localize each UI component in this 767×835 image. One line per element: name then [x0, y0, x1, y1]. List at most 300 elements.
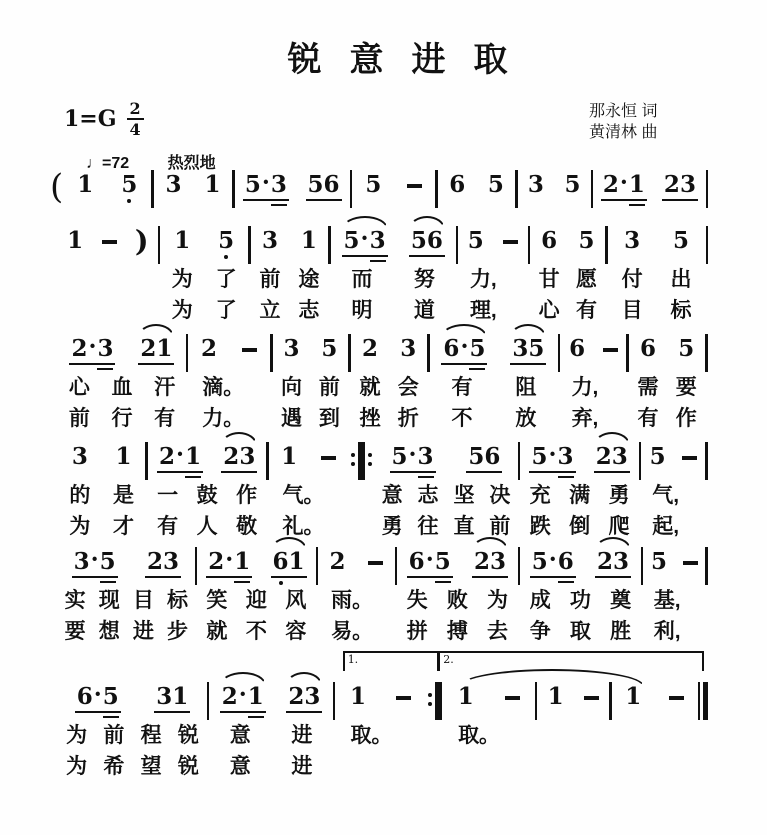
augmentation-dot: · — [548, 546, 557, 573]
dash-note — [683, 561, 698, 565]
note: 3 — [369, 227, 386, 254]
note: 5 — [467, 227, 484, 254]
notes-row — [612, 684, 698, 720]
lyric-syllable: 不 — [451, 407, 473, 430]
lyric-row — [560, 406, 626, 434]
augmentation-dot: · — [261, 169, 270, 196]
note: 5 — [564, 171, 581, 198]
lyric-syllable: 礼。 — [282, 515, 325, 538]
barline — [426, 682, 443, 720]
lyric-syllable: 血 — [111, 376, 133, 399]
repeat-dots — [428, 682, 432, 716]
lyric-syllable: 人 — [196, 515, 218, 538]
lyric-syllable: 现 — [98, 589, 120, 612]
note: 2 — [361, 335, 378, 362]
note: 3 — [165, 171, 182, 198]
notes-row — [251, 228, 329, 264]
note: 5 — [343, 227, 360, 254]
lyric-row — [530, 298, 605, 326]
lyric-syllable: 笑 — [206, 589, 228, 612]
lyricist-credit: 那永恒 词 — [589, 103, 658, 120]
lyric-row — [58, 588, 195, 616]
note: 3 — [557, 443, 574, 470]
note: 1 — [457, 683, 474, 710]
lyric-syllable: 争 — [529, 620, 551, 643]
lyric-row — [537, 723, 609, 751]
note: 2 — [223, 443, 240, 470]
barline — [349, 442, 375, 480]
lyric-syllable: 阻 — [515, 376, 537, 399]
note: 5 — [244, 171, 261, 198]
note: 5 — [321, 335, 338, 362]
lyric-row — [458, 298, 528, 326]
note: 1 — [172, 683, 189, 710]
lyric-syllable: 而 — [351, 268, 373, 291]
lyric-syllable: 出 — [670, 268, 692, 291]
note: 2 — [159, 443, 176, 470]
beamed-note-group — [407, 546, 453, 578]
note: 1 — [204, 171, 221, 198]
lyric-syllable: 付 — [621, 268, 643, 291]
lyric-row — [430, 375, 558, 403]
lyric-syllable: 步 — [167, 620, 189, 643]
notes-row — [273, 336, 349, 372]
lyric-row — [560, 375, 626, 403]
lyric-syllable: 行 — [111, 407, 133, 430]
note: 5 — [678, 335, 695, 362]
lyric-syllable: 立 — [259, 299, 281, 322]
lyric-syllable: 敬 — [236, 515, 258, 538]
lyric-syllable: 是 — [113, 484, 135, 507]
note: 1 — [625, 683, 642, 710]
augmentation-dot: · — [425, 546, 434, 573]
lyric-syllable: 前 — [318, 376, 340, 399]
notes-row — [318, 549, 394, 585]
note: 6 — [569, 335, 586, 362]
note: 1 — [247, 683, 264, 710]
lyric-syllable: 意 — [381, 484, 403, 507]
note: 6 — [541, 227, 558, 254]
note: 5 — [649, 443, 666, 470]
lyric-syllable: 才 — [113, 515, 135, 538]
lyric-row — [160, 267, 248, 295]
dash-note — [242, 348, 257, 352]
note: 3 — [679, 171, 696, 198]
beamed-note-group — [206, 546, 252, 578]
beamed-note-group — [145, 549, 181, 578]
note: 3 — [512, 335, 529, 362]
measure — [318, 549, 394, 647]
augmentation-dot: · — [93, 681, 102, 708]
lyric-row — [641, 514, 705, 542]
lyric-syllable: 就 — [206, 620, 228, 643]
measure — [197, 546, 316, 647]
measure — [537, 684, 609, 782]
lyric-syllable: 有 — [451, 376, 473, 399]
notes-row — [63, 172, 151, 208]
lyric-syllable: 去 — [487, 620, 509, 643]
lyric-row — [251, 267, 329, 295]
lyric-syllable: 搏 — [446, 620, 468, 643]
barline — [705, 442, 708, 480]
lyric-syllable: 为 — [171, 299, 193, 322]
note: 5 — [391, 443, 408, 470]
lyric-row — [397, 619, 518, 647]
lyric-syllable: 愿 — [576, 268, 598, 291]
lyric-syllable: 决 — [489, 484, 511, 507]
lyric-syllable: 爬 — [608, 515, 630, 538]
lyric-syllable: 成 — [529, 589, 551, 612]
notes-row — [560, 336, 626, 372]
notes-row — [351, 336, 428, 372]
beamed-note-group — [306, 172, 342, 201]
music-system — [58, 333, 708, 434]
note: 2 — [221, 683, 238, 710]
note: 5 — [578, 227, 595, 254]
beamed-note-group — [75, 681, 121, 713]
augmentation-dot: · — [360, 225, 369, 252]
lyric-row — [148, 514, 267, 542]
barline — [698, 682, 709, 720]
lyric-row — [442, 754, 535, 782]
lyric-syllable: 要 — [64, 620, 86, 643]
notes-row — [235, 169, 350, 208]
lyric-row — [269, 483, 349, 511]
note: 1 — [234, 548, 251, 575]
measure — [438, 172, 515, 208]
lyric-row — [442, 723, 535, 751]
lyric-row — [335, 754, 426, 782]
note: 6 — [426, 227, 443, 254]
ending-bracket — [343, 651, 439, 671]
lyric-row — [530, 267, 605, 295]
measure — [273, 336, 349, 434]
note: 1 — [350, 683, 367, 710]
note: 2 — [208, 548, 225, 575]
lyric-row — [251, 298, 329, 326]
repeat-dots — [368, 442, 372, 476]
lyric-row — [351, 375, 428, 403]
lyric-row — [612, 754, 698, 782]
barline — [705, 334, 708, 372]
lyric-syllable: 道 — [413, 299, 435, 322]
note: 2 — [473, 548, 490, 575]
beamed-note-group — [529, 441, 575, 473]
lyric-syllable: 起, — [652, 515, 680, 538]
lyric-row — [318, 588, 394, 616]
measure — [58, 224, 158, 326]
augmentation-dot: · — [88, 333, 97, 360]
lyric-row — [374, 483, 518, 511]
lyric-syllable: 努 — [413, 268, 435, 291]
beamed-note-group — [342, 225, 388, 257]
beamed-note-group — [69, 333, 115, 365]
augmentation-dot: · — [619, 169, 628, 196]
note: 1 — [67, 227, 84, 254]
lyric-syllable: 为 — [487, 589, 509, 612]
lyric-syllable: 鼓 — [196, 484, 218, 507]
bar-thin — [706, 170, 709, 208]
note: 6 — [76, 683, 93, 710]
lyric-row — [58, 375, 186, 403]
note: 1 — [628, 171, 645, 198]
lyric-syllable: 易。 — [331, 620, 374, 643]
lyric-row — [537, 754, 609, 782]
beamed-note-group — [530, 546, 576, 578]
notes-row — [58, 224, 158, 264]
lyric-row — [331, 298, 456, 326]
note: 5 — [487, 171, 504, 198]
lyric-syllable: 心 — [68, 376, 90, 399]
measure — [58, 546, 195, 647]
music-system — [50, 167, 708, 208]
lyric-row — [188, 406, 270, 434]
lyric-row — [520, 619, 641, 647]
lyric-syllable: 往 — [417, 515, 439, 538]
dash-note — [584, 696, 599, 700]
notes-row — [197, 546, 316, 585]
ending-label: 1. — [347, 653, 359, 666]
notes-row — [430, 333, 558, 372]
augmentation-dot: · — [176, 441, 185, 468]
repeat-dot — [351, 453, 355, 457]
lyric-syllable: 前 — [489, 515, 511, 538]
notes-row — [58, 333, 186, 372]
note: 6 — [408, 548, 425, 575]
lyric-syllable: 气。 — [282, 484, 325, 507]
note: 2 — [663, 171, 680, 198]
dash-note — [396, 696, 411, 700]
measure — [160, 228, 248, 326]
lyric-row — [58, 298, 158, 326]
lyric-row — [209, 754, 332, 782]
note: 1 — [156, 335, 173, 362]
dash-note — [102, 240, 117, 244]
beamed-note-group — [601, 169, 647, 201]
note: 3 — [262, 227, 279, 254]
lyric-syllable: 明 — [351, 299, 373, 322]
lyric-row — [273, 375, 349, 403]
lyric-syllable: 向 — [280, 376, 302, 399]
note: 6 — [449, 171, 466, 198]
repeat-dot — [428, 693, 432, 697]
lyric-row — [430, 406, 558, 434]
lyric-row — [58, 619, 195, 647]
note: 2 — [597, 548, 614, 575]
beamed-note-group — [510, 336, 546, 365]
note: 5 — [469, 335, 486, 362]
close-paren: ) — [134, 224, 149, 258]
lyric-row — [148, 483, 267, 511]
barline — [706, 170, 709, 208]
lyric-row — [608, 267, 706, 295]
beamed-note-group — [220, 681, 266, 713]
lyric-syllable: 意 — [229, 724, 251, 747]
note: 6 — [323, 171, 340, 198]
notes-row — [154, 172, 232, 208]
measure — [148, 441, 267, 542]
lyric-syllable: 跌 — [529, 515, 551, 538]
lyric-row — [197, 619, 316, 647]
dash-note — [321, 456, 336, 460]
lyric-syllable: 前 — [68, 407, 90, 430]
notes-row — [458, 228, 528, 264]
notes-row — [58, 444, 145, 480]
notes-row — [629, 336, 706, 372]
lyric-row — [629, 375, 706, 403]
lyric-syllable: 滴。 — [202, 376, 245, 399]
bar-thin — [705, 334, 708, 372]
repeat-dot — [428, 702, 432, 706]
lyric-syllable: 为 — [171, 268, 193, 291]
measure — [520, 546, 641, 647]
note: 2 — [146, 548, 163, 575]
credits — [589, 101, 657, 143]
measure — [397, 546, 518, 647]
song-title: 锐意进取 — [287, 41, 536, 79]
note: 1 — [288, 548, 305, 575]
dash-note — [603, 348, 618, 352]
note: 1 — [547, 683, 564, 710]
lyric-syllable: 奠 — [610, 589, 632, 612]
bar-thin — [705, 442, 708, 480]
repeat-dot — [368, 453, 372, 457]
note: 2 — [71, 335, 88, 362]
lyric-row — [520, 588, 641, 616]
lyric-syllable: 到 — [318, 407, 340, 430]
notes-row — [520, 441, 639, 480]
note: 6 — [639, 335, 656, 362]
notes-row — [331, 225, 456, 264]
lyric-syllable: 标 — [167, 589, 189, 612]
lyric-syllable: 力。 — [202, 407, 245, 430]
beamed-note-group — [472, 549, 508, 578]
beamed-note-group — [594, 444, 630, 473]
notes-row — [269, 444, 349, 480]
lyric-syllable: 程 — [140, 724, 162, 747]
lyric-row — [629, 406, 706, 434]
note: 5 — [531, 443, 548, 470]
dash-note — [682, 456, 697, 460]
measure — [235, 169, 350, 208]
measure — [612, 684, 698, 782]
lyric-row — [58, 514, 145, 542]
lyric-row — [351, 406, 428, 434]
lyric-syllable: 前 — [259, 268, 281, 291]
beamed-note-group — [243, 169, 289, 201]
notes-row — [160, 228, 248, 264]
dash-note — [503, 240, 518, 244]
notes-row — [397, 546, 518, 585]
lyric-syllable: 失 — [406, 589, 428, 612]
lyric-syllable: 胜 — [610, 620, 632, 643]
note: 3 — [400, 335, 417, 362]
note: 1 — [300, 227, 317, 254]
bar-thin — [698, 682, 701, 720]
measure — [643, 549, 705, 647]
augmentation-dot: · — [90, 546, 99, 573]
notes-row — [608, 228, 706, 264]
lyric-syllable: 雨。 — [331, 589, 374, 612]
measure — [442, 684, 535, 782]
note: 2 — [329, 548, 346, 575]
lyric-row — [335, 723, 426, 751]
note: 3 — [304, 683, 321, 710]
bar-thick — [360, 442, 365, 480]
notes-row — [520, 546, 641, 585]
lyric-syllable: 坚 — [453, 484, 475, 507]
measure — [58, 681, 207, 782]
lyric-row — [641, 483, 705, 511]
note: 3 — [156, 683, 173, 710]
measure — [608, 228, 706, 326]
note: 2 — [595, 443, 612, 470]
note: 3 — [613, 548, 630, 575]
note: 5 — [528, 335, 545, 362]
lyric-row — [273, 406, 349, 434]
notes-row — [438, 172, 515, 208]
lyric-syllable: 进 — [291, 724, 313, 747]
note: 6 — [484, 443, 501, 470]
note: 5 — [673, 227, 690, 254]
beamed-note-group — [221, 444, 257, 473]
lyric-syllable: 遇 — [280, 407, 302, 430]
note: 6 — [272, 548, 289, 575]
beamed-note-group — [441, 333, 487, 365]
beamed-note-group — [271, 549, 307, 578]
lyric-syllable: 了 — [215, 268, 237, 291]
note: 5 — [468, 443, 485, 470]
lyric-syllable: 勇 — [381, 515, 403, 538]
lyric-syllable: 志 — [417, 484, 439, 507]
notes-row — [641, 444, 705, 480]
lyric-syllable: 不 — [245, 620, 267, 643]
augmentation-dot: · — [238, 681, 247, 708]
lyric-syllable: 进 — [132, 620, 154, 643]
lyric-syllable: 有 — [154, 407, 176, 430]
lyric-syllable: 功 — [569, 589, 591, 612]
dash-note — [669, 696, 684, 700]
lyric-syllable: 一 — [157, 484, 179, 507]
measure — [188, 336, 270, 434]
music-system — [58, 653, 708, 782]
measure — [209, 681, 332, 782]
lyric-row — [58, 483, 145, 511]
ending-bracket — [438, 651, 704, 671]
measure — [331, 225, 456, 326]
lyric-row — [58, 406, 186, 434]
lyric-syllable: 取 — [569, 620, 591, 643]
lyric-row — [643, 619, 705, 647]
beamed-note-group — [138, 336, 174, 365]
lyric-syllable: 取。 — [458, 724, 501, 747]
lyric-syllable: 为 — [66, 755, 88, 778]
lyric-syllable: 风 — [285, 589, 307, 612]
beamed-note-group — [662, 172, 698, 201]
note: 5 — [410, 227, 427, 254]
measure — [352, 172, 435, 208]
measure — [374, 441, 518, 542]
note: 3 — [489, 548, 506, 575]
lyric-syllable: 会 — [397, 376, 419, 399]
lyric-syllable: 有 — [637, 407, 659, 430]
beamed-note-group — [72, 546, 118, 578]
note: 3 — [283, 335, 300, 362]
composer-credit: 黄清林 曲 — [589, 124, 658, 141]
notes-row — [643, 549, 705, 585]
note: 5 — [102, 683, 119, 710]
lyric-syllable: 作 — [236, 484, 258, 507]
